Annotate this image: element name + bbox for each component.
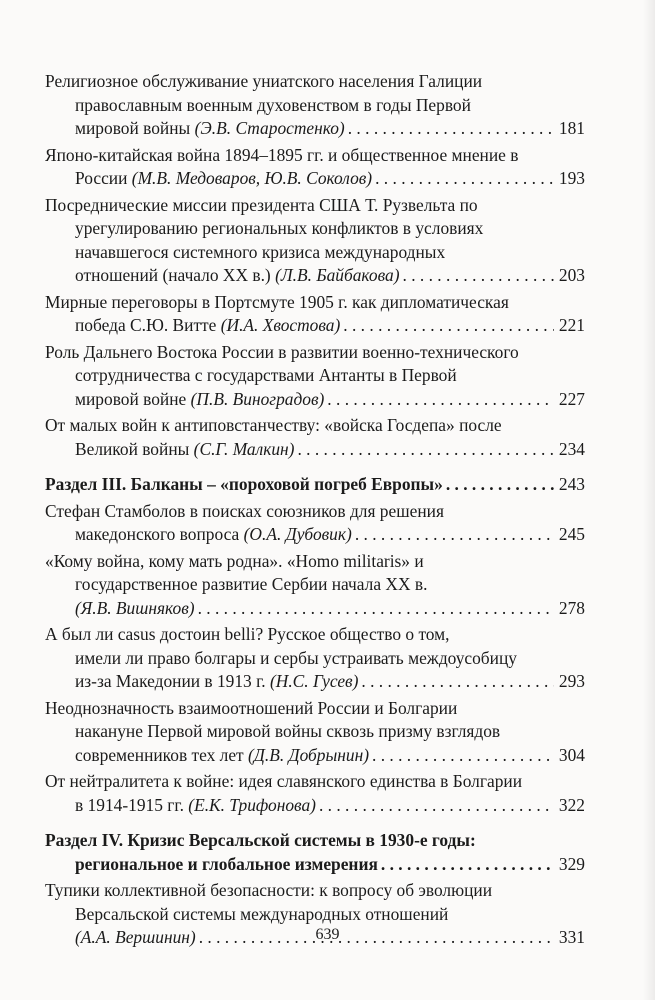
dot-leader — [198, 597, 554, 621]
entry-title-line: Мирные переговоры в Портсмуте 1905 г. как дипломатическая — [45, 291, 509, 312]
page-number: 243 — [558, 474, 585, 494]
entry-title-line: Религиозное обслуживание униатского населения Галиции — [45, 71, 483, 91]
dot-leader — [446, 473, 554, 497]
entry-title-line: урегулированию региональных конфликтов в условиях — [75, 218, 484, 238]
section-line — [45, 853, 585, 877]
page-number: 278 — [558, 597, 585, 618]
section-title-line: Раздел IV. Кризис Версальской системы в 1930-е годы: — [45, 830, 476, 850]
toc-entry — [45, 500, 585, 547]
entry-last-line — [45, 388, 585, 412]
entry-author: (Д.В. Добрынин) — [248, 744, 370, 765]
entry-title-end: мировой войны — [75, 118, 191, 138]
entry-title-line: православным военным духовенством в годы Первой — [75, 94, 471, 115]
entry-title-line: Посреднические миссии президента США Т. Рузвельта по — [45, 194, 478, 215]
entry-title-end: современников тех лет — [75, 744, 244, 765]
entry-title-line: сотрудничества с государствами Антанты в Первой — [75, 365, 457, 385]
entry-author: (Я.В. Вишняков) — [75, 597, 195, 618]
entry-author: (Н.С. Гусев) — [269, 671, 359, 691]
entry-author: (Л.В. Байбакова) — [275, 265, 400, 285]
entry-title-line: «Кому война, кому мать родна». «Homo militaris» и — [45, 550, 424, 571]
dot-leader — [343, 314, 554, 338]
entry-title-line: Роль Дальнего Востока России в развитии военно-технического — [45, 341, 519, 362]
dot-leader — [403, 264, 554, 288]
entry-last-line — [45, 314, 585, 338]
entry-title-line: От нейтралитета к войне: идея славянского единства в Болгарии — [45, 771, 523, 791]
section-heading-4 — [45, 829, 585, 876]
toc-entry — [45, 70, 585, 141]
entry-author: (М.В. Медоваров, Ю.В. Соколов) — [131, 168, 373, 188]
toc-entry — [45, 623, 585, 694]
entry-title-end: отношений (начало XX в.) — [75, 265, 271, 285]
entry-title-line: накануне Первой мировой войны сквозь призму взглядов — [75, 721, 501, 741]
entry-last-line — [45, 523, 585, 547]
table-of-contents — [45, 70, 585, 953]
page-number: 234 — [558, 438, 585, 459]
page-number: 221 — [558, 315, 585, 335]
page-number: 227 — [558, 388, 585, 409]
entry-title-end: македонского вопроса — [75, 524, 240, 544]
entry-last-line — [45, 117, 585, 141]
page-number: 193 — [558, 168, 585, 188]
dot-leader — [319, 794, 554, 818]
page-number: 181 — [558, 118, 585, 138]
entry-title-line: Стефан Стамболов в поисках союзников для решения — [45, 500, 444, 521]
toc-entry — [45, 291, 585, 338]
entry-last-line — [45, 597, 585, 621]
page-edge-shadow — [643, 0, 655, 1000]
toc-entry — [45, 144, 585, 191]
page-number: 293 — [558, 671, 585, 691]
entry-author: (О.А. Дубовик) — [243, 524, 352, 544]
dot-leader — [381, 853, 554, 877]
toc-entry — [45, 194, 585, 288]
entry-title-end: Великой войны — [75, 438, 190, 459]
entry-author: (П.В. Виноградов) — [190, 388, 325, 409]
dot-leader — [361, 670, 554, 694]
section-title-end: региональное и глобальное измерения — [75, 853, 378, 874]
entry-last-line — [45, 744, 585, 768]
page-number: 331 — [558, 927, 585, 947]
page-number: 304 — [558, 744, 585, 765]
entry-title-end: из-за Македонии в 1913 г. — [75, 671, 266, 691]
entry-author: (А.А. Вершинин) — [75, 927, 196, 947]
dot-leader — [375, 167, 554, 191]
entry-last-line — [45, 670, 585, 694]
toc-entry — [45, 414, 585, 461]
entry-title-end: мировой войне — [75, 388, 187, 409]
entry-last-line — [45, 264, 585, 288]
entry-title-end: России — [75, 168, 128, 188]
dot-leader — [327, 388, 554, 412]
entry-title-line: Японо-китайская война 1894–1895 гг. и общественное мнение в — [45, 144, 519, 165]
entry-last-line — [45, 794, 585, 818]
toc-entry — [45, 770, 585, 817]
entry-last-line — [45, 167, 585, 191]
toc-entry — [45, 341, 585, 412]
folio-page-number: 639 — [315, 926, 340, 943]
section-title: Раздел III. Балканы – «пороховой погреб Европы» — [45, 474, 443, 494]
toc-entry — [45, 697, 585, 768]
entry-author: (Э.В. Старостенко) — [194, 118, 345, 138]
entry-title-line: имели ли право болгары и сербы устраивать междоусобицу — [75, 647, 517, 668]
entry-title-line: От малых войн к антиповстанчеству: «войска Госдепа» после — [45, 415, 502, 435]
entry-title-line: государственное развитие Сербии начала XX в. — [75, 574, 428, 594]
section-heading-3 — [45, 473, 585, 497]
page-number: 322 — [558, 794, 585, 815]
page-number: 203 — [558, 265, 585, 285]
entry-author: (Е.К. Трифонова) — [188, 794, 316, 815]
entry-last-line — [45, 438, 585, 462]
entry-title-line: начавшегося системного кризиса международных — [75, 241, 446, 262]
entry-title-line: Тупики коллективной безопасности: к вопросу об эволюции — [45, 880, 493, 900]
page-number: 245 — [558, 524, 585, 544]
entry-title-line: А был ли casus достоин belli? Русское общество о том, — [45, 624, 450, 644]
toc-entry — [45, 550, 585, 621]
dot-leader — [372, 744, 554, 768]
dot-leader — [348, 117, 554, 141]
entry-author: (И.А. Хвостова) — [220, 315, 341, 335]
entry-author: (С.Г. Малкин) — [193, 438, 295, 459]
dot-leader — [297, 438, 554, 462]
page-number: 329 — [558, 853, 585, 874]
section-line — [45, 473, 585, 497]
entry-title-line: Версальской системы международных отношений — [75, 903, 449, 924]
entry-title-end: в 1914-1915 гг. — [75, 794, 184, 815]
dot-leader — [355, 523, 554, 547]
entry-title-end: победа С.Ю. Витте — [75, 315, 217, 335]
entry-title-line: Неоднозначность взаимоотношений России и Болгарии — [45, 697, 458, 718]
